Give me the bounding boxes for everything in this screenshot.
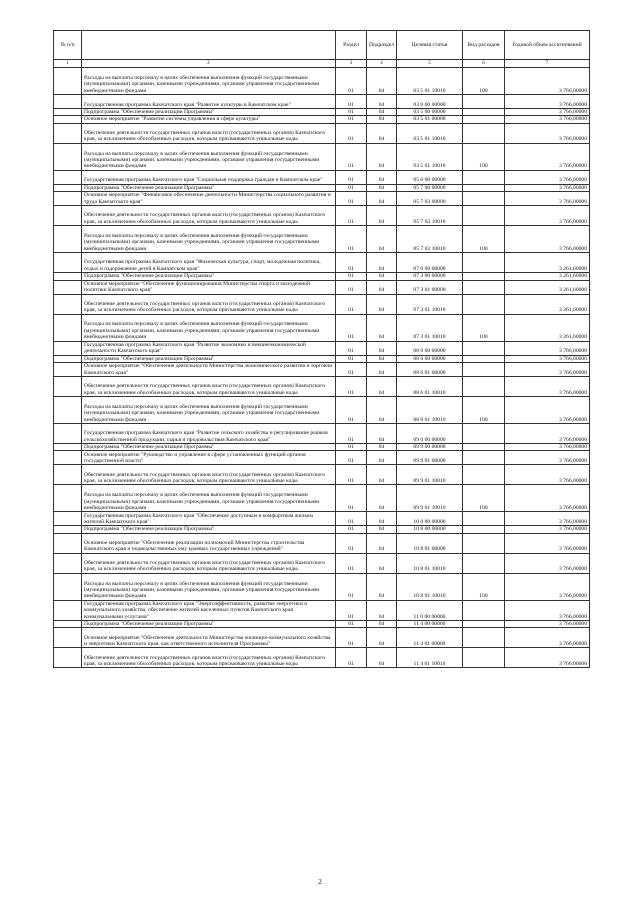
row-amount-cell: 3 766,00000 <box>505 485 590 512</box>
row-podrazdel-cell: 04 <box>367 485 397 512</box>
row-razdel-cell: 01 <box>336 444 367 451</box>
table-row <box>54 280 590 294</box>
row-podrazdel-cell: 04 <box>367 143 397 170</box>
table-row <box>54 192 590 206</box>
row-article-cell: 08 6 01 10010 <box>397 377 463 397</box>
row-amount-cell: 3 766,00000 <box>505 143 590 170</box>
row-article-cell: 07 3 01 10010 <box>397 314 463 341</box>
row-name-cell: Обеспечение деятельности государственных органов власти (государственных органов) Камчатского края, за исключением обособленных расходов, которым присваиваются уникальные коды <box>82 377 336 397</box>
table-row <box>54 397 590 424</box>
row-razdel-cell: 01 <box>336 451 367 465</box>
row-vid-cell: 100 <box>463 143 505 170</box>
row-vid-cell <box>463 355 505 362</box>
row-article-cell: 03 5 01 00000 <box>397 116 463 123</box>
row-razdel-cell: 01 <box>336 621 367 628</box>
table-row <box>54 648 590 668</box>
row-podrazdel-cell: 04 <box>367 280 397 294</box>
row-amount-cell: 3 261,60000 <box>505 253 590 273</box>
col-number: 7 <box>505 60 590 68</box>
row-razdel-cell: 01 <box>336 512 367 526</box>
row-razdel-cell: 01 <box>336 355 367 362</box>
row-vid-cell <box>463 533 505 553</box>
row-article-cell: 07 0 00 00000 <box>397 253 463 273</box>
row-name-cell: Обеспечение деятельности государственных органов власти (государственных органов) Камчатского края, за исключением обособленных расходов, которым присваиваются уникальные коды <box>82 648 336 668</box>
row-podrazdel-cell: 04 <box>367 533 397 553</box>
table-row <box>54 170 590 184</box>
row-vid-cell <box>463 424 505 444</box>
row-podrazdel-cell: 04 <box>367 116 397 123</box>
row-vid-cell <box>463 116 505 123</box>
col-header-razdel: Раздел <box>336 31 367 60</box>
row-name-cell: Основное мероприятие "Руководство и управление в сфере установленных функций органов государственной власти" <box>82 451 336 465</box>
row-vid-cell <box>463 628 505 648</box>
row-vid-cell <box>463 123 505 143</box>
row-name-cell: Подпрограмма "Обеспечение реализации Программы" <box>82 621 336 628</box>
row-name-cell: Государственная программа Камчатского края "Развитие культуры в Камчатском крае" <box>82 95 336 109</box>
row-article-cell: 05 7 03 10010 <box>397 226 463 253</box>
row-vid-cell <box>463 294 505 314</box>
row-article-cell: 10 0 00 00000 <box>397 512 463 526</box>
row-podrazdel-cell: 04 <box>367 377 397 397</box>
row-number-cell <box>54 280 82 294</box>
row-number-cell <box>54 226 82 253</box>
row-razdel-cell: 01 <box>336 526 367 533</box>
row-amount-cell: 3 261,60000 <box>505 314 590 341</box>
row-name-cell: Расходы на выплаты персоналу в целях обеспечения выполнения функций государственными (муниципальными) органами, казенными учреждениями, органами управления государственными внебюджетными фондами <box>82 314 336 341</box>
row-vid-cell: 100 <box>463 573 505 600</box>
row-vid-cell <box>463 377 505 397</box>
row-amount-cell: 3 766,00000 <box>505 444 590 451</box>
row-article-cell: 08 6 01 10010 <box>397 397 463 424</box>
col-number: 6 <box>463 60 505 68</box>
row-number-cell <box>54 485 82 512</box>
row-razdel-cell: 01 <box>336 192 367 206</box>
row-name-cell: Основное мероприятие "Обеспечение деятельности Министерства жилищно-коммунального хозяйства и энергетики Камчатского края, как ответственного исполнителя Программы" <box>82 628 336 648</box>
row-razdel-cell: 01 <box>336 143 367 170</box>
row-name-cell: Расходы на выплаты персоналу в целях обеспечения выполнения функций государственными (муниципальными) органами, казенными учреждениями, органами управления государственными внебюджетными фондами <box>82 143 336 170</box>
row-name-cell: Подпрограмма "Обеспечение реализации Программы" <box>82 109 336 116</box>
row-podrazdel-cell: 04 <box>367 451 397 465</box>
row-article-cell: 10 8 00 00000 <box>397 526 463 533</box>
row-amount-cell: 3 766,00000 <box>505 377 590 397</box>
row-razdel-cell: 01 <box>336 363 367 377</box>
row-podrazdel-cell: 04 <box>367 512 397 526</box>
row-razdel-cell: 01 <box>336 280 367 294</box>
row-article-cell: 07 3 00 00000 <box>397 273 463 280</box>
row-amount-cell: 3 766,00000 <box>505 123 590 143</box>
row-number-cell <box>54 451 82 465</box>
row-amount-cell: 3 766,00000 <box>505 397 590 424</box>
row-number-cell <box>54 621 82 628</box>
row-article-cell: 08 6 01 00000 <box>397 363 463 377</box>
row-number-cell <box>54 628 82 648</box>
col-header-podrazdel: Подраздел <box>367 31 397 60</box>
row-vid-cell <box>463 648 505 668</box>
col-header-amount: Годовой объем ассигнований <box>505 31 590 60</box>
row-article-cell: 11 4 01 00000 <box>397 628 463 648</box>
row-vid-cell: 100 <box>463 485 505 512</box>
col-number: 5 <box>397 60 463 68</box>
table-row <box>54 444 590 451</box>
row-name-cell: Основное мероприятие "Финансовое обеспечение деятельности Министерства социального развития и труда Камчатского края" <box>82 192 336 206</box>
row-name-cell: Основное мероприятие "Обеспечение деятельности Министерства экономического развития и торговли Камчатского края" <box>82 363 336 377</box>
row-podrazdel-cell: 04 <box>367 226 397 253</box>
row-podrazdel-cell: 04 <box>367 553 397 573</box>
row-razdel-cell: 01 <box>336 533 367 553</box>
row-amount-cell: 3 766,00000 <box>505 341 590 355</box>
row-razdel-cell: 01 <box>336 226 367 253</box>
row-vid-cell <box>463 206 505 226</box>
row-number-cell <box>54 123 82 143</box>
row-name-cell: Расходы на выплаты персоналу в целях обеспечения выполнения функций государственными (муниципальными) органами, казенными учреждениями, органами управления государственными внебюджетными фондами <box>82 397 336 424</box>
table-row <box>54 314 590 341</box>
table-row <box>54 377 590 397</box>
table-row <box>54 68 590 95</box>
row-article-cell: 05 7 03 00000 <box>397 192 463 206</box>
row-amount-cell: 3 766,00000 <box>505 363 590 377</box>
row-name-cell: Подпрограмма "Обеспечение реализации Программы" <box>82 355 336 362</box>
table-row <box>54 116 590 123</box>
row-number-cell <box>54 294 82 314</box>
table-row <box>54 621 590 628</box>
row-article-cell: 10 8 01 10010 <box>397 553 463 573</box>
table-row <box>54 226 590 253</box>
row-podrazdel-cell: 04 <box>367 526 397 533</box>
table-row <box>54 123 590 143</box>
row-number-cell <box>54 512 82 526</box>
row-number-cell <box>54 648 82 668</box>
row-name-cell: Государственная программа Камчатского края "Обеспечение доступным и комфортным жильем жителей Камчатского края" <box>82 512 336 526</box>
row-name-cell: Государственная программа Камчатского края "Развитие сельского хозяйства и регулирование рынков сельскохозяйственной продукции, сырья и продовольствия Камчатского края" <box>82 424 336 444</box>
row-podrazdel-cell: 04 <box>367 621 397 628</box>
row-name-cell: Обеспечение деятельности государственных органов власти (государственных органов) Камчатского края, за исключением обособленных расходов, которым присваиваются уникальные коды <box>82 206 336 226</box>
row-number-cell <box>54 192 82 206</box>
row-vid-cell: 100 <box>463 314 505 341</box>
row-amount-cell: 3 766,00000 <box>505 628 590 648</box>
row-podrazdel-cell: 04 <box>367 95 397 109</box>
col-header-number: № п/п <box>54 31 82 60</box>
row-razdel-cell: 01 <box>336 109 367 116</box>
row-amount-cell: 3 766,00000 <box>505 533 590 553</box>
row-number-cell <box>54 184 82 191</box>
table-row <box>54 451 590 465</box>
row-vid-cell <box>463 553 505 573</box>
row-amount-cell: 3 261,60000 <box>505 294 590 314</box>
row-number-cell <box>54 143 82 170</box>
row-number-cell <box>54 95 82 109</box>
row-podrazdel-cell: 04 <box>367 123 397 143</box>
row-name-cell: Подпрограмма "Обеспечение реализации Программы" <box>82 526 336 533</box>
row-number-cell <box>54 444 82 451</box>
table-row <box>54 465 590 485</box>
row-podrazdel-cell: 04 <box>367 294 397 314</box>
row-podrazdel-cell: 04 <box>367 109 397 116</box>
row-article-cell: 11 4 00 00000 <box>397 621 463 628</box>
row-number-cell <box>54 526 82 533</box>
table-row <box>54 95 590 109</box>
row-razdel-cell: 01 <box>336 116 367 123</box>
row-vid-cell <box>463 512 505 526</box>
row-razdel-cell: 01 <box>336 206 367 226</box>
row-podrazdel-cell: 04 <box>367 314 397 341</box>
row-podrazdel-cell: 04 <box>367 363 397 377</box>
row-podrazdel-cell: 04 <box>367 184 397 191</box>
row-podrazdel-cell: 04 <box>367 355 397 362</box>
row-name-cell: Подпрограмма "Обеспечение реализации Программы" <box>82 444 336 451</box>
row-name-cell: Государственная программа Камчатского края "Физическая культура, спорт, молодежная политика, отдых и оздоровление детей в Камчатском крае" <box>82 253 336 273</box>
row-podrazdel-cell: 04 <box>367 253 397 273</box>
row-article-cell: 05 0 00 00000 <box>397 170 463 184</box>
row-vid-cell: 100 <box>463 397 505 424</box>
row-razdel-cell: 01 <box>336 553 367 573</box>
row-article-cell: 03 0 00 00000 <box>397 95 463 109</box>
row-amount-cell: 3 766,00000 <box>505 512 590 526</box>
row-podrazdel-cell: 04 <box>367 465 397 485</box>
table-row <box>54 553 590 573</box>
row-razdel-cell: 01 <box>336 600 367 620</box>
col-number: 3 <box>336 60 367 68</box>
row-vid-cell <box>463 341 505 355</box>
row-number-cell <box>54 553 82 573</box>
row-name-cell: Расходы на выплаты персоналу в целях обеспечения выполнения функций государственными (муниципальными) органами, казенными учреждениями, органами управления государственными внебюджетными фондами <box>82 226 336 253</box>
row-podrazdel-cell: 04 <box>367 424 397 444</box>
row-number-cell <box>54 314 82 341</box>
row-vid-cell: 100 <box>463 226 505 253</box>
row-vid-cell <box>463 444 505 451</box>
row-amount-cell: 3 766,00000 <box>505 553 590 573</box>
row-razdel-cell: 01 <box>336 485 367 512</box>
row-number-cell <box>54 377 82 397</box>
row-name-cell: Основное мероприятие "Развитие системы управления в сфере культуры" <box>82 116 336 123</box>
row-name-cell: Основное мероприятие "Обеспечение функционирования Министерства спорта и молодежной политики Камчатского края" <box>82 280 336 294</box>
row-vid-cell <box>463 363 505 377</box>
row-amount-cell: 3 766,00000 <box>505 184 590 191</box>
row-amount-cell: 3 766,00000 <box>505 170 590 184</box>
row-number-cell <box>54 355 82 362</box>
table-row <box>54 341 590 355</box>
row-name-cell: Государственная программа Камчатского края "Развитие экономики и внешнеэкономической деятельности Камчатского края" <box>82 341 336 355</box>
row-vid-cell <box>463 526 505 533</box>
row-number-cell <box>54 424 82 444</box>
row-razdel-cell: 01 <box>336 628 367 648</box>
table-row <box>54 363 590 377</box>
row-article-cell: 03 5 01 10010 <box>397 123 463 143</box>
row-vid-cell <box>463 95 505 109</box>
row-article-cell: 10 8 01 10010 <box>397 573 463 600</box>
row-article-cell: 05 7 03 10010 <box>397 206 463 226</box>
row-name-cell: Расходы на выплаты персоналу в целях обеспечения выполнения функций государственными (муниципальными) органами, казенными учреждениями, органами управления государственными внебюджетными фондами <box>82 485 336 512</box>
row-amount-cell: 3 766,00000 <box>505 621 590 628</box>
row-number-cell <box>54 341 82 355</box>
row-amount-cell: 3 261,60000 <box>505 280 590 294</box>
row-podrazdel-cell: 04 <box>367 273 397 280</box>
row-razdel-cell: 01 <box>336 314 367 341</box>
row-razdel-cell: 01 <box>336 273 367 280</box>
row-podrazdel-cell: 04 <box>367 192 397 206</box>
row-amount-cell: 3 766,00000 <box>505 465 590 485</box>
row-amount-cell: 3 766,00000 <box>505 206 590 226</box>
row-article-cell: 08 6 00 00000 <box>397 355 463 362</box>
row-amount-cell: 3 261,60000 <box>505 273 590 280</box>
row-number-cell <box>54 273 82 280</box>
row-vid-cell <box>463 621 505 628</box>
row-podrazdel-cell: 04 <box>367 170 397 184</box>
table-row <box>54 355 590 362</box>
row-name-cell: Подпрограмма "Обеспечение реализации Программы" <box>82 273 336 280</box>
row-number-cell <box>54 397 82 424</box>
row-razdel-cell: 01 <box>336 377 367 397</box>
row-name-cell: Обеспечение деятельности государственных органов власти (государственных органов) Камчатского края, за исключением обособленных расходов, которым присваиваются уникальные коды <box>82 465 336 485</box>
table-row <box>54 273 590 280</box>
table-row <box>54 206 590 226</box>
row-podrazdel-cell: 04 <box>367 444 397 451</box>
row-amount-cell: 3 766,00000 <box>505 526 590 533</box>
row-amount-cell: 3 766,00000 <box>505 95 590 109</box>
row-podrazdel-cell: 04 <box>367 206 397 226</box>
row-podrazdel-cell: 04 <box>367 648 397 668</box>
row-vid-cell: 100 <box>463 68 505 95</box>
table-row <box>54 573 590 600</box>
row-razdel-cell: 01 <box>336 95 367 109</box>
table-body <box>54 68 590 668</box>
row-name-cell: Государственная программа Камчатского края "Энергоэффективность, развитие энергетики и коммунального хозяйства, обеспечение жителей населенных пунктов Камчатского края коммунальными услугами" <box>82 600 336 620</box>
row-razdel-cell: 01 <box>336 123 367 143</box>
row-article-cell: 03 5 01 10010 <box>397 68 463 95</box>
table-row <box>54 424 590 444</box>
row-name-cell: Обеспечение деятельности государственных органов власти (государственных органов) Камчатского края, за исключением обособленных расходов, которым присваиваются уникальные коды <box>82 123 336 143</box>
row-vid-cell <box>463 280 505 294</box>
row-number-cell <box>54 68 82 95</box>
table-row <box>54 533 590 553</box>
row-amount-cell: 3 766,00000 <box>505 451 590 465</box>
row-number-cell <box>54 465 82 485</box>
row-number-cell <box>54 170 82 184</box>
col-number: 2 <box>82 60 336 68</box>
table-row <box>54 253 590 273</box>
row-vid-cell <box>463 451 505 465</box>
page-number: 2 <box>318 878 322 886</box>
row-vid-cell <box>463 600 505 620</box>
row-article-cell: 09 9 01 10010 <box>397 465 463 485</box>
row-name-cell: Основное мероприятие "Обеспечение реализации полномочий Министерства строительства Камчатского края и подведомственных ему краевых государственных учреждений" <box>82 533 336 553</box>
row-name-cell: Государственная программа Камчатского края "Социальная поддержка граждан в Камчатском крае" <box>82 170 336 184</box>
header-row <box>54 31 590 60</box>
table-row <box>54 512 590 526</box>
row-razdel-cell: 01 <box>336 573 367 600</box>
row-number-cell <box>54 363 82 377</box>
row-razdel-cell: 01 <box>336 294 367 314</box>
row-amount-cell: 3 766,00000 <box>505 226 590 253</box>
row-number-cell <box>54 573 82 600</box>
row-razdel-cell: 01 <box>336 648 367 668</box>
row-name-cell: Обеспечение деятельности государственных органов власти (государственных органов) Камчатского края, за исключением обособленных расходов, которым присваиваются уникальные коды <box>82 294 336 314</box>
row-number-cell <box>54 206 82 226</box>
row-podrazdel-cell: 04 <box>367 600 397 620</box>
row-vid-cell <box>463 184 505 191</box>
row-podrazdel-cell: 04 <box>367 341 397 355</box>
row-podrazdel-cell: 04 <box>367 628 397 648</box>
col-header-name <box>82 31 336 60</box>
row-article-cell: 10 8 01 00000 <box>397 533 463 553</box>
row-podrazdel-cell: 04 <box>367 573 397 600</box>
row-number-cell <box>54 533 82 553</box>
row-vid-cell <box>463 109 505 116</box>
row-razdel-cell: 01 <box>336 397 367 424</box>
row-number-cell <box>54 600 82 620</box>
table-row <box>54 628 590 648</box>
col-header-article: Целевая статья <box>397 31 463 60</box>
table-row <box>54 184 590 191</box>
row-article-cell: 09 9 01 10010 <box>397 485 463 512</box>
row-article-cell: 08 0 00 00000 <box>397 341 463 355</box>
row-article-cell: 09 9 00 00000 <box>397 444 463 451</box>
row-number-cell <box>54 109 82 116</box>
row-article-cell: 03 5 01 10010 <box>397 143 463 170</box>
table-row <box>54 143 590 170</box>
row-article-cell: 05 7 00 00000 <box>397 184 463 191</box>
row-razdel-cell: 01 <box>336 184 367 191</box>
row-number-cell <box>54 253 82 273</box>
row-razdel-cell: 01 <box>336 424 367 444</box>
row-amount-cell: 3 766,00000 <box>505 192 590 206</box>
col-number: 1 <box>54 60 82 68</box>
row-article-cell: 07 3 01 10010 <box>397 294 463 314</box>
row-vid-cell <box>463 253 505 273</box>
row-article-cell: 07 3 01 00000 <box>397 280 463 294</box>
row-name-cell: Расходы на выплаты персоналу в целях обеспечения выполнения функций государственными (муниципальными) органами, казенными учреждениями, органами управления государственными внебюджетными фондами <box>82 573 336 600</box>
row-name-cell: Обеспечение деятельности государственных органов власти (государственных органов) Камчатского края, за исключением обособленных расходов, которым присваиваются уникальные коды <box>82 553 336 573</box>
row-razdel-cell: 01 <box>336 253 367 273</box>
row-razdel-cell: 01 <box>336 341 367 355</box>
row-podrazdel-cell: 04 <box>367 68 397 95</box>
row-name-cell: Подпрограмма "Обеспечение реализации Программы" <box>82 184 336 191</box>
row-article-cell: 09 9 01 00000 <box>397 451 463 465</box>
row-amount-cell: 3 766,00000 <box>505 116 590 123</box>
row-razdel-cell: 01 <box>336 68 367 95</box>
row-vid-cell <box>463 192 505 206</box>
budget-table <box>53 30 590 668</box>
table-row <box>54 485 590 512</box>
row-vid-cell <box>463 273 505 280</box>
col-number: 4 <box>367 60 397 68</box>
row-amount-cell: 3 766,00000 <box>505 573 590 600</box>
row-amount-cell: 3 766,00000 <box>505 109 590 116</box>
row-article-cell: 11 4 01 10010 <box>397 648 463 668</box>
row-amount-cell: 3 766,00000 <box>505 424 590 444</box>
col-header-vid: Вид расходов <box>463 31 505 60</box>
row-razdel-cell: 01 <box>336 170 367 184</box>
row-amount-cell: 3 766,00000 <box>505 648 590 668</box>
table-row <box>54 600 590 620</box>
table-row <box>54 294 590 314</box>
column-number-row <box>54 60 590 68</box>
row-vid-cell <box>463 465 505 485</box>
row-name-cell: Расходы на выплаты персоналу в целях обеспечения выполнения функций государственными (муниципальными) органами, казенными учреждениями, органами управления государственными внебюджетными фондами <box>82 68 336 95</box>
row-article-cell: 03 5 00 00000 <box>397 109 463 116</box>
row-podrazdel-cell: 04 <box>367 397 397 424</box>
row-article-cell: 11 0 00 00000 <box>397 600 463 620</box>
row-amount-cell: 3 766,00000 <box>505 600 590 620</box>
table-row <box>54 109 590 116</box>
row-vid-cell <box>463 170 505 184</box>
table-row <box>54 526 590 533</box>
row-amount-cell: 3 766,00000 <box>505 68 590 95</box>
row-razdel-cell: 01 <box>336 465 367 485</box>
row-number-cell <box>54 116 82 123</box>
row-amount-cell: 3 766,00000 <box>505 355 590 362</box>
row-article-cell: 09 0 00 00000 <box>397 424 463 444</box>
